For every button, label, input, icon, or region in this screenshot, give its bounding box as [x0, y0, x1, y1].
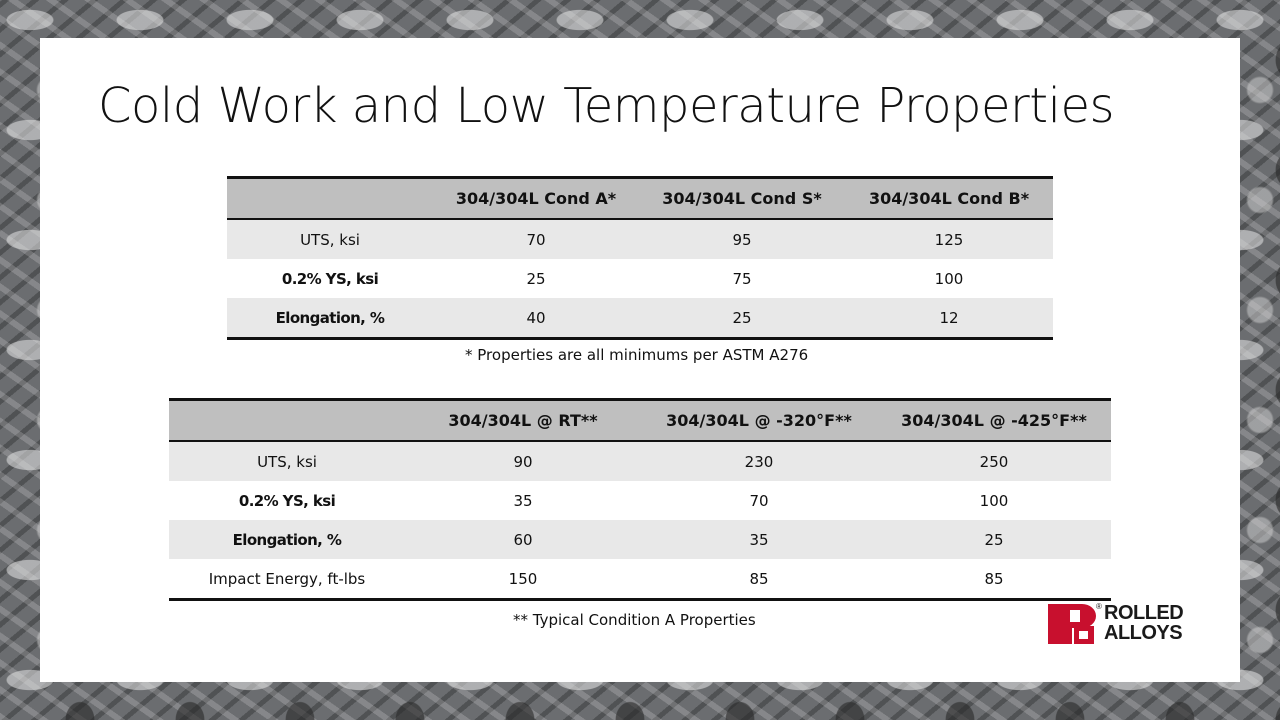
- table-cell: 25: [877, 520, 1111, 559]
- row-label-elongation: Elongation, %: [227, 298, 433, 339]
- rolled-alloys-logo: [1046, 602, 1206, 646]
- temperature-properties-table: [169, 398, 1111, 601]
- slide: [40, 38, 1240, 682]
- table-row: [227, 259, 1053, 298]
- table-cell: 60: [405, 520, 641, 559]
- table-cell: 230: [641, 441, 877, 481]
- table-row: [169, 481, 1111, 520]
- header-cell-empty: [227, 178, 433, 220]
- table-cell: 85: [877, 559, 1111, 600]
- table-cell: 85: [641, 559, 877, 600]
- table-cell: 25: [526, 269, 546, 288]
- table-cell: 95: [639, 219, 845, 259]
- row-label-ys: 0.2% YS, ksi: [238, 491, 336, 510]
- condition-properties-table: [227, 176, 1053, 340]
- table-row: [169, 441, 1111, 481]
- table-cell: 70: [749, 491, 769, 510]
- table-header-row: [169, 400, 1111, 442]
- header-cell-cond-s: 304/304L Cond S*: [639, 178, 845, 220]
- row-label-ys: 0.2% YS, ksi: [281, 269, 379, 288]
- table-cell: 35: [513, 491, 533, 510]
- table-cell: 75: [732, 269, 752, 288]
- row-label-uts: UTS, ksi: [169, 441, 405, 481]
- header-cell-rt: 304/304L @ RT**: [405, 400, 641, 442]
- astm-footnote: * Properties are all minimums per ASTM A276: [465, 346, 809, 364]
- header-cell-cond-a: 304/304L Cond A*: [433, 178, 639, 220]
- registered-mark: ®: [1096, 602, 1102, 611]
- table-cell: 25: [639, 298, 845, 339]
- row-label-elongation: Elongation, %: [169, 520, 405, 559]
- table-cell: 100: [934, 269, 964, 288]
- table-cell: 150: [405, 559, 641, 600]
- header-cell-minus-425: 304/304L @ -425°F**: [877, 400, 1111, 442]
- header-cell-empty: [169, 400, 405, 442]
- table-cell: 250: [877, 441, 1111, 481]
- logo-line-rolled: ROLLED: [1104, 602, 1184, 624]
- header-cell-minus-320: 304/304L @ -320°F**: [641, 400, 877, 442]
- table-row: [227, 298, 1053, 339]
- table-cell: 90: [405, 441, 641, 481]
- typical-properties-footnote: ** Typical Condition A Properties: [513, 611, 756, 629]
- table-row: [169, 559, 1111, 600]
- table-header-row: [227, 178, 1053, 220]
- table-row: [169, 520, 1111, 559]
- table-row: [227, 219, 1053, 259]
- ra-logo-mark-icon: [1048, 604, 1098, 644]
- header-cell-cond-b: 304/304L Cond B*: [845, 178, 1053, 220]
- table-cell: 40: [433, 298, 639, 339]
- row-label-uts: UTS, ksi: [227, 219, 433, 259]
- table-cell: 12: [845, 298, 1053, 339]
- row-label-impact-energy: Impact Energy, ft-lbs: [169, 559, 405, 600]
- table-cell: 100: [979, 491, 1009, 510]
- logo-line-alloys: ALLOYS: [1104, 622, 1183, 644]
- table-cell: 70: [433, 219, 639, 259]
- table-cell: 125: [845, 219, 1053, 259]
- slide-title: Cold Work and Low Temperature Properties: [98, 78, 1114, 134]
- table-cell: 35: [641, 520, 877, 559]
- logo-wordmark: [1104, 603, 1183, 643]
